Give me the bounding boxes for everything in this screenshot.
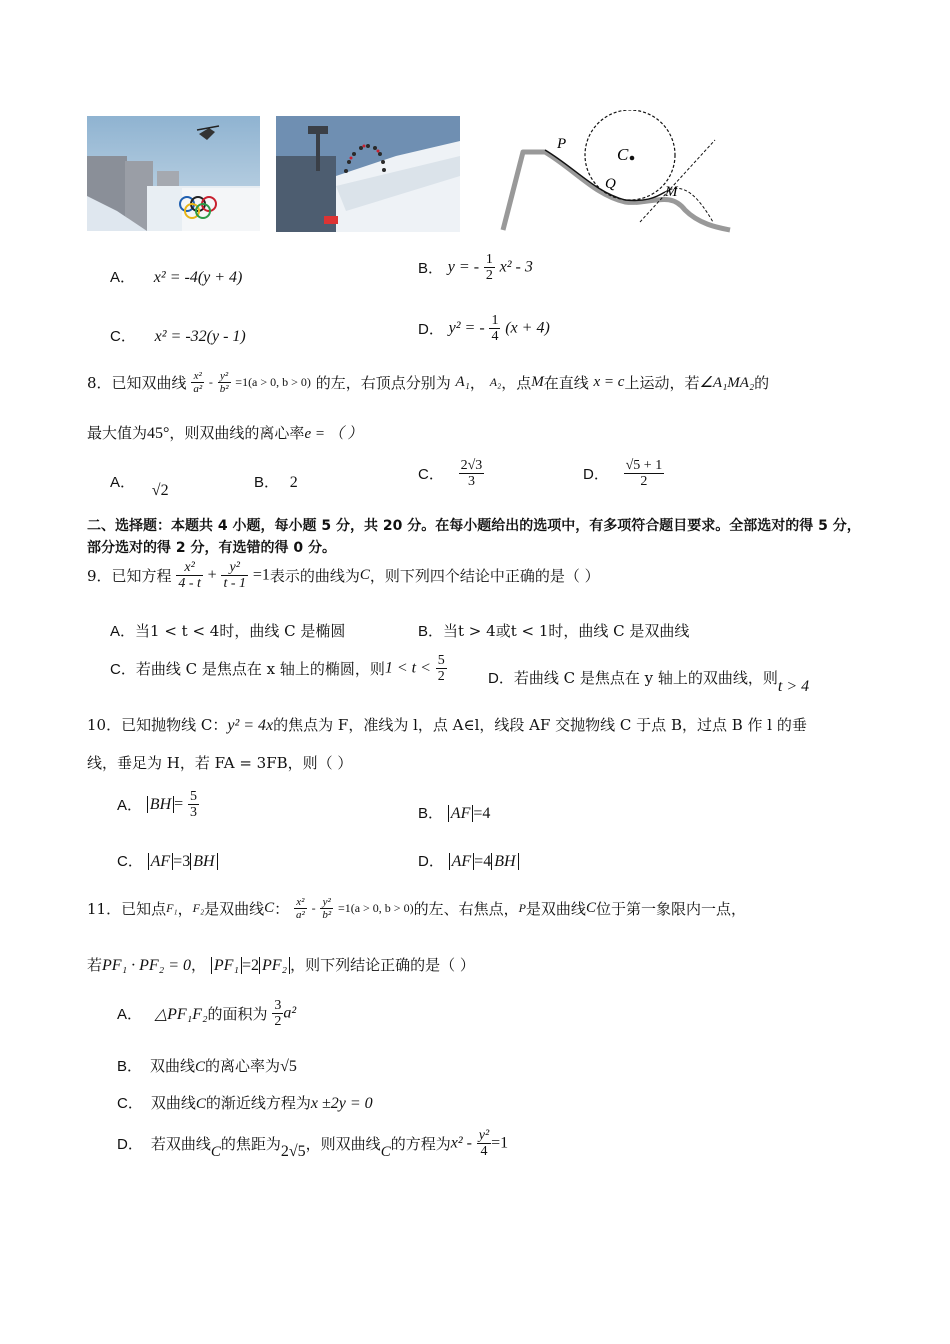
frac-denominator: b²	[322, 909, 332, 921]
frac-denominator: 2	[437, 669, 445, 684]
stem-text: 在直线	[543, 374, 589, 392]
option-label: C．	[117, 853, 143, 870]
parabola-eq: y² = 4x	[227, 717, 274, 734]
q11-option-a	[117, 998, 296, 1029]
minus-sign: -	[311, 901, 316, 915]
frac-denominator: b²	[219, 383, 229, 395]
stem-text: ，则双曲线的离心率	[169, 424, 305, 442]
q9-option-b	[418, 620, 689, 641]
option-text: 的渐近线方程为	[205, 1094, 311, 1112]
eq-tail: =1(a > 0, b > 0)	[235, 375, 311, 389]
frac-numerator: 5	[437, 653, 445, 668]
frac-numerator: y²	[320, 896, 333, 909]
option-text: 的面积为	[207, 1005, 268, 1023]
q8-stem-line2	[87, 422, 362, 443]
abs-value: AF	[449, 853, 475, 870]
eq-tail: =1(a > 0, b > 0)	[337, 901, 414, 915]
separator: ，	[469, 374, 485, 392]
q11-stem-line2	[87, 954, 475, 975]
q8-option-c	[418, 458, 484, 489]
label-M: M	[665, 184, 678, 200]
option-label: A．	[110, 623, 136, 640]
option-text: 2	[289, 474, 298, 491]
stem-text: ，则下列四个结论中正确的是（ ）	[369, 567, 600, 585]
q10-option-b	[418, 802, 490, 823]
q10-option-a	[117, 789, 199, 820]
q9-option-d	[488, 667, 810, 695]
q7-option-a	[110, 266, 242, 287]
stem-text: 的左、右焦点，	[413, 900, 519, 918]
q11-option-d	[117, 1128, 508, 1159]
frac-denominator: 4	[491, 329, 499, 344]
option-label: C．	[418, 466, 444, 483]
stem-text: ，	[191, 956, 207, 974]
frac-denominator: 2	[640, 474, 648, 489]
eccentricity-blank: e = （ ）	[304, 426, 363, 442]
label-Q: Q	[605, 176, 616, 192]
curve-c: C	[585, 900, 596, 916]
frac-numerator: x²	[176, 560, 203, 576]
q11-option-c	[117, 1092, 373, 1113]
frac-numerator: 3	[274, 998, 282, 1013]
option-text: 当1 < t < 4时，曲线 C 是椭圆	[135, 622, 346, 640]
option-label: A．	[110, 474, 136, 491]
triangle-expr: △PF₁F₂	[154, 1005, 208, 1023]
stem-text: 的焦点为 F，准线为 l，点 A∈l，线段 AF 交抛物线 C 于点 B，过点 B 作 l 的垂	[273, 716, 807, 734]
option-label: D．	[117, 1136, 143, 1153]
abs-value: AF	[148, 853, 174, 870]
section-heading: 二、选择题：本题共 4 小题，每小题 5 分，共 20 分。在每小题给出的选项中，有多项符合题目要求。全部选对的得 5 分，部分选对的得 2 分，有选错的得 0 分。	[87, 518, 861, 556]
stem-text: ，则下列结论正确的是（ ）	[290, 956, 475, 974]
option-text: 若双曲线	[150, 1135, 211, 1153]
option-text: x² = -4(y + 4)	[153, 269, 243, 286]
option-text: 的方程为	[390, 1135, 451, 1153]
stem-text: 位于第一象限内一点，	[595, 900, 746, 918]
q7-option-d	[418, 313, 550, 344]
q11-number: 11．已知点	[87, 900, 167, 918]
option-tail: a²	[283, 1004, 297, 1022]
q9-option-a	[110, 620, 345, 641]
plus-sign: +	[207, 566, 217, 584]
frac-denominator: 4	[480, 1144, 488, 1159]
option-value: 2√5	[280, 1142, 306, 1160]
frac-denominator: 3	[467, 474, 475, 489]
frac-denominator: 2	[274, 1014, 282, 1029]
q10-option-d	[418, 850, 519, 871]
option-math: =1	[491, 1134, 509, 1152]
frac-numerator: x²	[294, 896, 307, 909]
option-label: B．	[117, 1058, 143, 1075]
degree-value: 45°	[147, 425, 170, 442]
option-text: 若曲线 C 是焦点在 x 轴上的椭圆，则	[135, 660, 385, 678]
option-text: x² = -32(y - 1)	[154, 328, 246, 345]
option-text: 双曲线	[150, 1057, 196, 1075]
q11-stem-line1	[87, 896, 746, 921]
frac-denominator: a²	[193, 383, 203, 395]
option-label: C．	[110, 328, 136, 345]
curve-c: C	[264, 900, 275, 916]
equals-sign: =	[174, 795, 184, 813]
curve-c: C	[359, 567, 370, 583]
option-label: A．	[110, 269, 136, 286]
equals-one: =1	[252, 566, 270, 584]
q8-number: 8．已知双曲线	[87, 374, 187, 392]
option-text: 的离心率为	[205, 1057, 281, 1075]
frac-numerator: 5	[189, 789, 197, 804]
option-label: A．	[117, 1006, 143, 1023]
point-m: M	[531, 374, 544, 390]
label-C: C	[617, 145, 629, 164]
frac-denominator: a²	[295, 909, 305, 921]
stem-text: 最大值为	[87, 424, 148, 442]
frac-numerator: 1	[485, 252, 493, 267]
stem-text: 的	[754, 374, 770, 392]
stem-text: 线，垂足为 H，若 FA = 3FB，则（ ）	[87, 754, 353, 772]
option-rhs: x² - 3	[499, 258, 533, 276]
option-math: 1 < t <	[384, 659, 431, 677]
stem-text: 10．已知抛物线 C：	[87, 716, 228, 734]
option-label: B．	[418, 805, 444, 822]
q10-stem-line1	[87, 714, 807, 735]
option-label: D．	[488, 670, 514, 687]
option-text: ，则双曲线	[305, 1135, 381, 1153]
focus-f1: F₁	[166, 901, 178, 915]
option-text: 双曲线	[150, 1094, 196, 1112]
abs-value: BH	[190, 853, 217, 870]
frac-numerator: 1	[491, 313, 499, 328]
option-mid: =4	[474, 853, 492, 870]
option-value: √5	[280, 1058, 297, 1075]
minus-sign: -	[208, 375, 213, 389]
frac-numerator: y²	[478, 1128, 490, 1143]
focus-f2: F₂	[192, 901, 205, 915]
colon: ：	[274, 900, 290, 918]
abs-value: PF₁	[211, 957, 242, 974]
option-text: 的焦距为	[220, 1135, 281, 1153]
q8-option-a	[110, 471, 169, 499]
option-label: B．	[254, 474, 280, 491]
q8-stem-line1	[87, 370, 769, 395]
stem-text: 的左，右顶点分别为	[315, 374, 451, 392]
ski-jump-photo-1	[87, 116, 260, 231]
abs-value: BH	[491, 853, 518, 870]
ski-jump-photo-2	[276, 116, 460, 232]
q10-option-c	[117, 850, 218, 871]
vertex-a2: A₂	[489, 375, 502, 389]
option-label: C．	[110, 661, 136, 678]
frac-denominator: 2	[485, 268, 493, 283]
q8-option-d	[583, 458, 664, 489]
option-text: 当t > 4或t < 1时，曲线 C 是双曲线	[443, 622, 690, 640]
option-rhs: =4	[473, 805, 491, 822]
separator: ，	[177, 900, 193, 918]
dot-product-cond: PF₁ · PF₂ = 0	[102, 957, 192, 974]
stem-text: 上运动，若	[624, 374, 700, 392]
q8-option-b	[254, 471, 298, 492]
q9-stem	[87, 560, 600, 591]
q9-option-c	[110, 653, 447, 684]
option-label: D．	[418, 321, 444, 338]
option-lhs: y = -	[447, 258, 480, 276]
stem-text: 表示的曲线为	[269, 567, 360, 585]
frac-denominator: t - 1	[223, 576, 247, 591]
option-value: x ±2y = 0	[310, 1095, 373, 1112]
option-label: A．	[117, 797, 143, 814]
option-text: √2	[151, 482, 169, 499]
vertex-a1: A₁	[455, 374, 470, 390]
q10-stem-line2	[87, 752, 352, 773]
frac-numerator: √5 + 1	[625, 458, 663, 473]
q7-option-b	[418, 252, 533, 283]
stem-text: 若	[87, 956, 103, 974]
option-label: C．	[117, 1095, 143, 1112]
curve-c: C	[195, 1059, 206, 1075]
frac-denominator: 3	[189, 805, 197, 820]
q11-option-b	[117, 1055, 297, 1076]
stem-text: ，点	[501, 374, 532, 392]
q9-number: 9．已知方程	[87, 567, 172, 585]
stem-text: 是双曲线	[525, 900, 586, 918]
abs-value: AF	[448, 805, 474, 822]
option-rhs: (x + 4)	[505, 319, 550, 337]
option-text: 若曲线 C 是焦点在 y 轴上的双曲线，则	[513, 669, 778, 687]
label-P: P	[557, 136, 567, 152]
curve-c: C	[380, 1143, 391, 1160]
frac-numerator: y²	[221, 560, 248, 576]
frac-numerator: 2√3	[460, 458, 483, 473]
point-p: P	[518, 901, 526, 915]
curve-c: C	[210, 1143, 221, 1160]
angle-expr: ∠A₁MA₂	[699, 375, 755, 391]
slope-circle-diagram	[495, 110, 740, 240]
line-eq: x = c	[593, 374, 625, 390]
option-label: B．	[418, 260, 444, 277]
option-math: t > 4	[777, 678, 810, 695]
frac-denominator: 4 - t	[178, 576, 201, 591]
stem-text: 是双曲线	[204, 900, 265, 918]
equals-two: =2	[241, 957, 259, 974]
option-lhs: y² = -	[448, 319, 485, 337]
q7-option-c	[110, 325, 246, 346]
option-label: B．	[418, 623, 444, 640]
frac-numerator: y²	[218, 370, 231, 383]
option-mid: =3	[173, 853, 191, 870]
option-label: D．	[418, 853, 444, 870]
abs-value: BH	[147, 796, 174, 813]
frac-numerator: x²	[191, 370, 204, 383]
abs-value: PF₂	[259, 957, 290, 974]
curve-c: C	[195, 1096, 206, 1112]
option-math: x² -	[450, 1134, 472, 1152]
option-label: D．	[583, 466, 609, 483]
